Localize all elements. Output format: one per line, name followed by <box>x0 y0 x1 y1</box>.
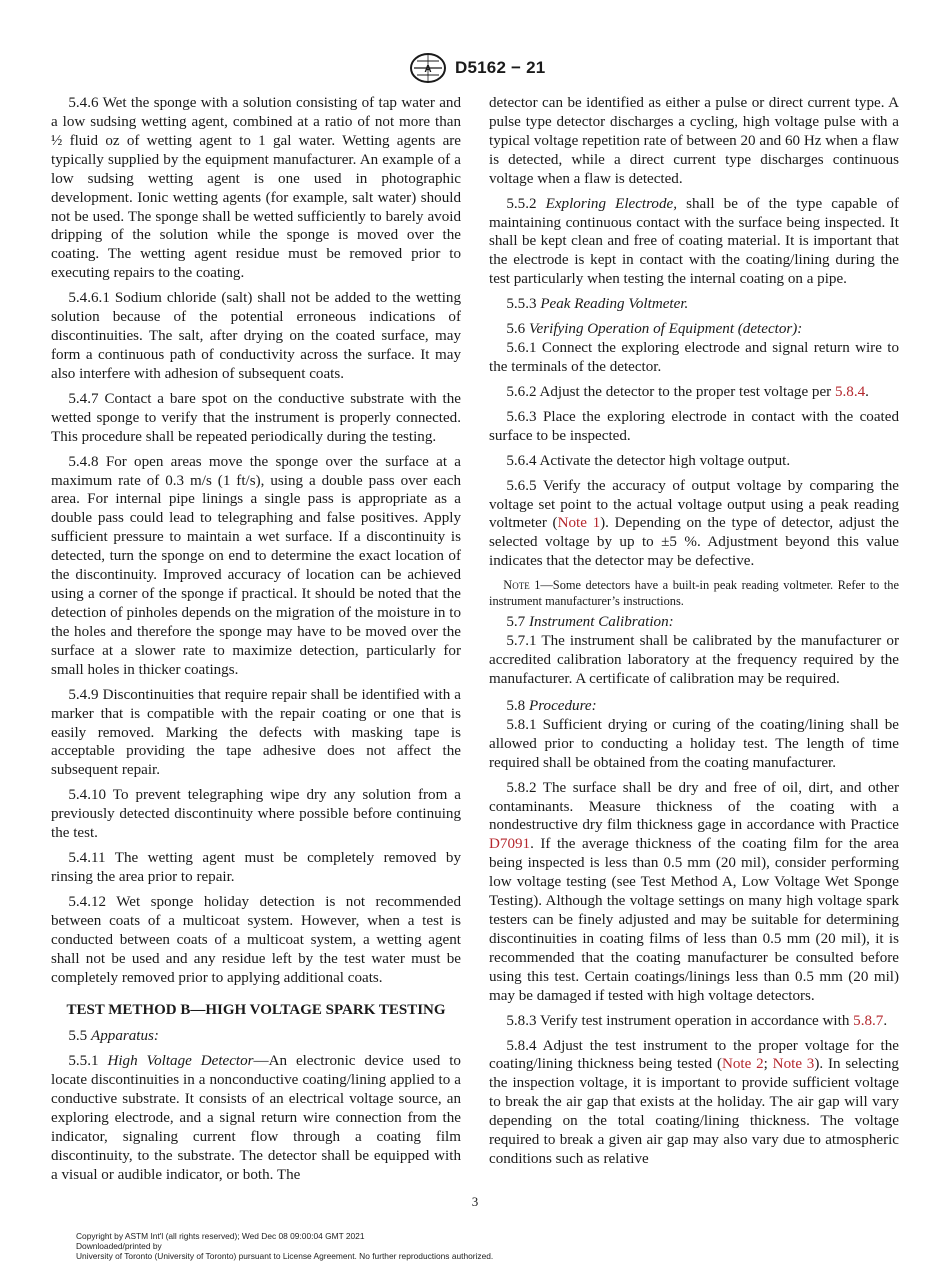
section-title: Verifying Operation of Equipment (detector): <box>529 321 803 338</box>
section-5-8 <box>489 697 899 716</box>
section-number: 5.7 <box>506 614 526 631</box>
section-5-4-9: 5.4.9 Discontinuities that require repair shall be identified with a marker that is compatible with the repair coating or one that is easily removed. Marking the defects with masking tape is acceptable providing the tape adhesive does not affect the subsequent repair. <box>51 686 461 779</box>
ref-link-note-3[interactable]: Note 3 <box>772 1056 815 1073</box>
ref-link-note-1[interactable]: Note 1 <box>557 515 601 532</box>
section-5-8-1: 5.8.1 Sufficient drying or curing of the coating/lining shall be allowed prior to conducting a holiday test. The length of time required shall be obtained from the coating manufacturer. <box>489 716 899 771</box>
section-5-7 <box>489 613 899 632</box>
section-5-8-2 <box>489 779 899 1006</box>
section-5-7-1: 5.7.1 The instrument shall be calibrated by the manufacturer or accredited calibration laboratory at the frequency required by the manufacturer. A certificate of calibration may be required. <box>489 633 899 687</box>
section-5-5 <box>51 1027 461 1046</box>
right-column <box>489 94 899 1169</box>
section-text: 5.8.2 The surface shall be dry and free of oil, dirt, and other contaminants. Measure thickness of the coating with a nondestructive dry film thickness gage in accordance with Practice <box>489 779 899 834</box>
section-5-6-2 <box>489 383 899 402</box>
astm-logo-icon <box>408 52 448 84</box>
copyright-footer <box>76 1231 493 1262</box>
section-number: 5.5.3 <box>506 296 537 313</box>
section-title: Apparatus: <box>91 1028 159 1045</box>
section-text: ). Depending on the type of detector, adjust the selected voltage by up to ±5 %. Adjustment beyond this value indicates that the detector may be defective. <box>489 515 900 570</box>
section-title: Peak Reading Voltmeter. <box>540 296 689 313</box>
ref-link-note-2[interactable]: Note 2 <box>721 1056 764 1073</box>
section-text: 5.6.2 Adjust the detector to the proper test voltage per <box>506 383 835 400</box>
ref-link-5-8-4[interactable]: 5.8.4 <box>834 383 866 400</box>
section-text: 5.6.5 Verify the accuracy of output voltage by comparing the voltage set point to the actual voltage output using a peak reading voltmeter ( <box>489 477 899 532</box>
section-5-5-3 <box>489 295 899 314</box>
page-header <box>0 50 950 86</box>
section-5-8-3 <box>489 1012 899 1031</box>
section-text: . <box>865 383 869 400</box>
note-text: —Some detectors have a built-in peak reading voltmeter. Refer to the instrument manufacturer’s instructions. <box>489 578 899 609</box>
section-number: 5.5.1 <box>68 1053 99 1070</box>
section-5-6-5 <box>489 477 899 572</box>
section-5-4-7: 5.4.7 Contact a bare spot on the conductive substrate with the wetted sponge to verify that the instrument is properly connected. This procedure shall be repeated periodically during the testing. <box>51 390 461 445</box>
section-5-4-6: 5.4.6 Wet the sponge with a solution consisting of tap water and a low sudsing wetting agent, combined at a ratio of not more than ½ fluid oz of wetting agent to 1 gal water. Wetting agents are typically supplied by the equipment manufacturer. An example of a low sudsing wetting agent is one used in photographic development. Ionic wetting agents (for example, salt water) should not be used. The sponge shall be wetted sufficiently to barely avoid dripping of the solution while the sponge is moved over the coating. The wetting agent residue must be removed prior to executing repairs to the coating. <box>51 95 461 282</box>
ref-link-5-8-7[interactable]: 5.8.7 <box>853 1012 884 1029</box>
section-5-5-1-continued: detector can be identified as either a pulse or direct current type. A pulse type detector discharges a cycling, high voltage pulse with a typical voltage repetition rate of between 20 and 60 Hz when a flaw is detected, while a direct current type discharges continuous voltage when a flaw is detected. <box>489 95 899 187</box>
section-5-6-1: 5.6.1 Connect the exploring electrode and signal return wire to the terminals of the detector. <box>489 340 899 375</box>
section-text: 5.8.4 Adjust the test instrument to the proper voltage for the coating/lining thickness being tested ( <box>489 1037 899 1073</box>
section-text: 5.8.3 Verify test instrument operation in accordance with <box>506 1012 854 1029</box>
section-number: 5.6 <box>506 321 526 338</box>
section-number: 5.8 <box>506 697 526 714</box>
section-title: Exploring Electrode, <box>545 195 677 212</box>
section-5-6-3: 5.6.3 Place the exploring electrode in contact with the coated surface to be inspected. <box>489 408 899 444</box>
section-5-6 <box>489 320 899 339</box>
section-5-8-4 <box>489 1037 899 1169</box>
section-5-4-11: 5.4.11 The wetting agent must be completely removed by rinsing the area prior to repair. <box>51 850 461 885</box>
section-text: . If the average thickness of the coating film for the area being inspected is less than 0.5 mm (20 mil), consider performing low voltage testing (see Test Method A, Low Voltage Wet Sponge Testing). Although the voltage settings on many high voltage spark testers can be finely adjusted and may be suitable for determining discontinuities in coating films of less than 0.5 mm (20 mil), it is recommended that the coating manufacturer be consulted before using this test. Certain coatings/linings less than 0.5 mm (20 mil) may be damaged if tested with high voltage detectors. <box>489 836 899 1004</box>
svg-text:A: A <box>424 64 432 75</box>
footer-line: Copyright by ASTM Int'l (all rights reserved); Wed Dec 08 09:00:04 GMT 2021 <box>76 1231 365 1241</box>
section-text: . <box>883 1012 888 1029</box>
section-5-4-8: 5.4.8 For open areas move the sponge over the surface at a maximum rate of 0.3 m/s (1 ft/s), using a double pass over each area. For internal pipe linings a single pass is appropriate as a double pass could lead to telegraphing and false positives. Apply sufficient pressure to maintain a wet surface. If a discontinuity is detected, turn the sponge on end to determine the exact location of the discontinuity. Improved accuracy of location can be achieved using a corner of the sponge if practical. It should be noted that the detection of pinholes depends on the migration of the moisture in to the holes and therefore the sponge may have to be moved over the surface at a slower rate to maximize detection, particularly for small holes in thicker coatings. <box>51 453 461 678</box>
section-5-4-6-1: 5.4.6.1 Sodium chloride (salt) shall not be added to the wetting solution because of the potential erroneous indications of discontinuities. The salt, after drying on the coated surface, may form a continuous path of conductivity across the surface. It may also interfere with adhesion of subsequent coats. <box>51 290 461 382</box>
section-5-5-2 <box>489 195 899 290</box>
section-number: 5.5 <box>68 1028 88 1045</box>
document-id: D5162 − 21 <box>455 58 546 77</box>
ref-link-d7091[interactable]: D7091 <box>489 836 531 853</box>
test-method-b-heading: TEST METHOD B—HIGH VOLTAGE SPARK TESTING <box>66 1002 446 1019</box>
section-title: Procedure: <box>529 697 597 714</box>
section-number: 5.5.2 <box>506 195 537 212</box>
section-5-6-4: 5.6.4 Activate the detector high voltage output. <box>506 452 791 469</box>
section-title: High Voltage Detector <box>107 1053 254 1070</box>
section-5-5-1 <box>51 1052 461 1184</box>
section-text: ). In selecting the inspection voltage, it is important to provide sufficient voltage to break the air gap that exists at the holiday. The air gap will vary depending on the total coating/lining thickness. The voltage required to break a given air gap may also vary due to atmospheric conditions such as relative <box>489 1056 899 1168</box>
note-label: Note 1 <box>503 578 541 593</box>
section-text: shall be of the type capable of maintaining continuous contact with the surface being inspected. It shall be kept clean and free of coating material. It is important that the electrode is kept in contact with the coating/lining during the test particularly when testing the internal coating on a pipe. <box>489 195 899 288</box>
section-title: Instrument Calibration: <box>529 614 674 631</box>
separator: ; <box>763 1056 773 1073</box>
left-column <box>51 94 461 1185</box>
footer-line: University of Toronto (University of Toronto) pursuant to License Agreement. No further reproductions authorized. <box>76 1251 494 1262</box>
section-5-4-12: 5.4.12 Wet sponge holiday detection is not recommended between coats of a multicoat system. However, when a test is conducted between coats of a multicoat system, a wetting agent shall not be used and any residue left by the test water must be completely removed prior to applying additional coats. <box>51 893 461 986</box>
section-text: —An electronic device used to locate discontinuities in a nonconductive coating/lining applied to a conductive substrate. It consists of an electrical voltage source, an exploring electrode, and a signal return wire connection from the indicator, signaling current flow through a coating film discontinuity, to the substrate. The detector shall be equipped with a visual or audible indicator, or both. The <box>51 1053 461 1183</box>
note-1 <box>489 577 899 609</box>
section-5-4-10: 5.4.10 To prevent telegraphing wipe dry any solution from a previously detected discontinuity where possible before continuing the test. <box>51 787 461 842</box>
page-number: 3 <box>471 1194 479 1209</box>
footer-line: Downloaded/printed by <box>76 1241 162 1252</box>
